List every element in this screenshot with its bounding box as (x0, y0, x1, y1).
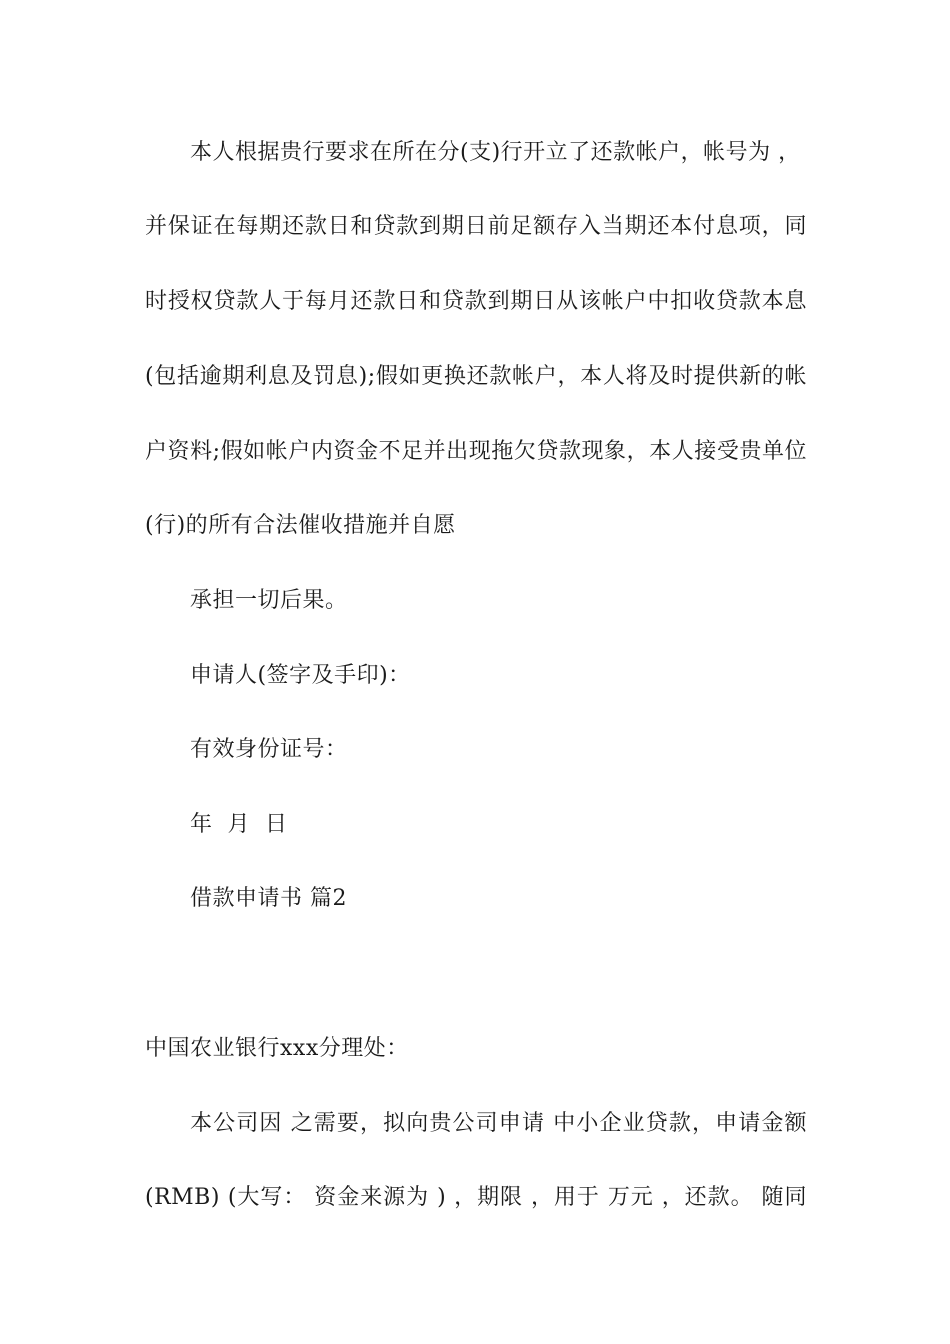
paragraph1-line-1: 本人根据贵行要求在所在分(支)行开立了还款帐户，帐号为 ， (190, 140, 801, 165)
paragraph1-line-4: (包括逾期利息及罚息);假如更换还款帐户，本人将及时提供新的帐 (145, 364, 807, 389)
consequence-line: 承担一切后果。 (190, 588, 348, 613)
paragraph1-line-2: 并保证在每期还款日和贷款到期日前足额存入当期还本付息项，同 (145, 214, 807, 239)
date-line: 年 月 日 (190, 812, 288, 837)
paragraph1-line-3: 时授权贷款人于每月还款日和贷款到期日从该帐户中扣收贷款本息 (145, 289, 807, 314)
section-heading: 借款申请书 篇2 (190, 886, 347, 911)
paragraph1-line-5: 户资料;假如帐户内资金不足并出现拖欠贷款现象，本人接受贵单位 (145, 439, 807, 464)
paragraph2-line-2: (RMB) (大写： 资金来源为 ) ，期限 ，用于 万元 ，还款。 随同 (145, 1185, 807, 1210)
addressee-line: 中国农业银行xxx分理处： (145, 1036, 409, 1061)
applicant-signature-label: 申请人(签字及手印)： (190, 663, 411, 688)
id-number-label: 有效身份证号： (190, 737, 348, 762)
paragraph1-line-6: (行)的所有合法催收措施并自愿 (145, 513, 456, 538)
paragraph2-line-1: 本公司因 之需要，拟向贵公司申请 中小企业贷款，申请金额 (190, 1111, 807, 1136)
